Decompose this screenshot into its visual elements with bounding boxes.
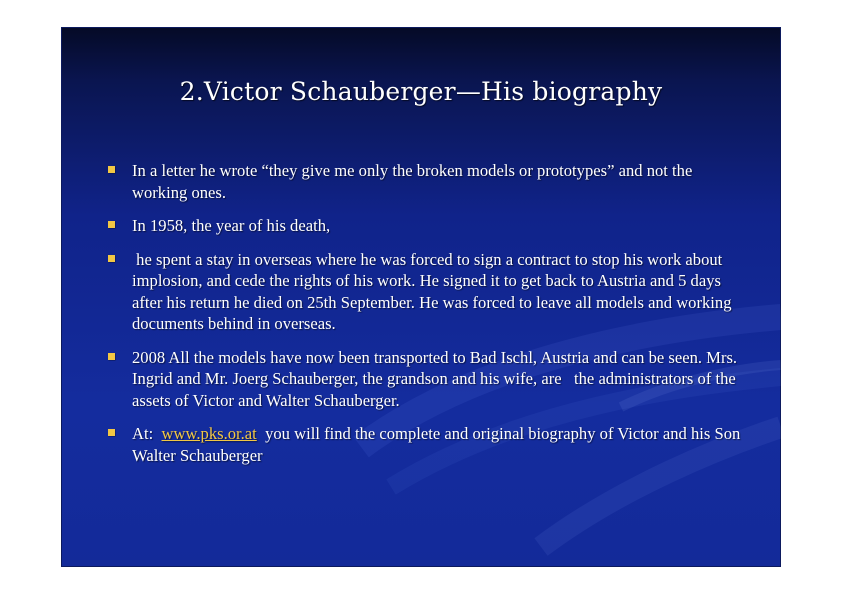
bullet-list — [103, 160, 743, 478]
bullet-item — [103, 347, 743, 412]
square-bullet-icon — [108, 353, 115, 360]
bullet-item — [103, 423, 743, 466]
bullet-item — [103, 215, 743, 237]
square-bullet-icon — [108, 221, 115, 228]
slide — [61, 27, 781, 567]
square-bullet-icon — [108, 429, 115, 436]
bullet-item — [103, 249, 743, 335]
bullet-text: he spent a stay in overseas where he was forced to sign a contract to stop his work about implosion, and cede the rights of his work. He signed it to get back to Austria and 5 days after his return he died on 25th September. He was forced to leave all models and working documents behind in overseas. — [132, 249, 732, 333]
square-bullet-icon — [108, 166, 115, 173]
bullet-text-prefix: At: — [132, 424, 162, 443]
bullet-text: In a letter he wrote “they give me only the broken models or prototypes” and not the working ones. — [132, 161, 693, 202]
bullet-text: 2008 All the models have now been transported to Bad Ischl, Austria and can be seen. Mrs. Ingrid and Mr. Joerg Schauberger, the grandson and his wife, are the administrators of the assets of Victor and Walter Schauberger. — [132, 347, 738, 410]
square-bullet-icon — [108, 255, 115, 262]
slide-title: 2.Victor Schauberger—His biography — [179, 77, 663, 106]
pks-website-link[interactable]: www.pks.or.at — [161, 424, 257, 443]
bullet-text: In 1958, the year of his death, — [132, 216, 331, 235]
bullet-text-suffix: you will find the complete and original biography of Victor and his Son Walter Schauberger — [132, 424, 741, 465]
bullet-item — [103, 160, 743, 203]
